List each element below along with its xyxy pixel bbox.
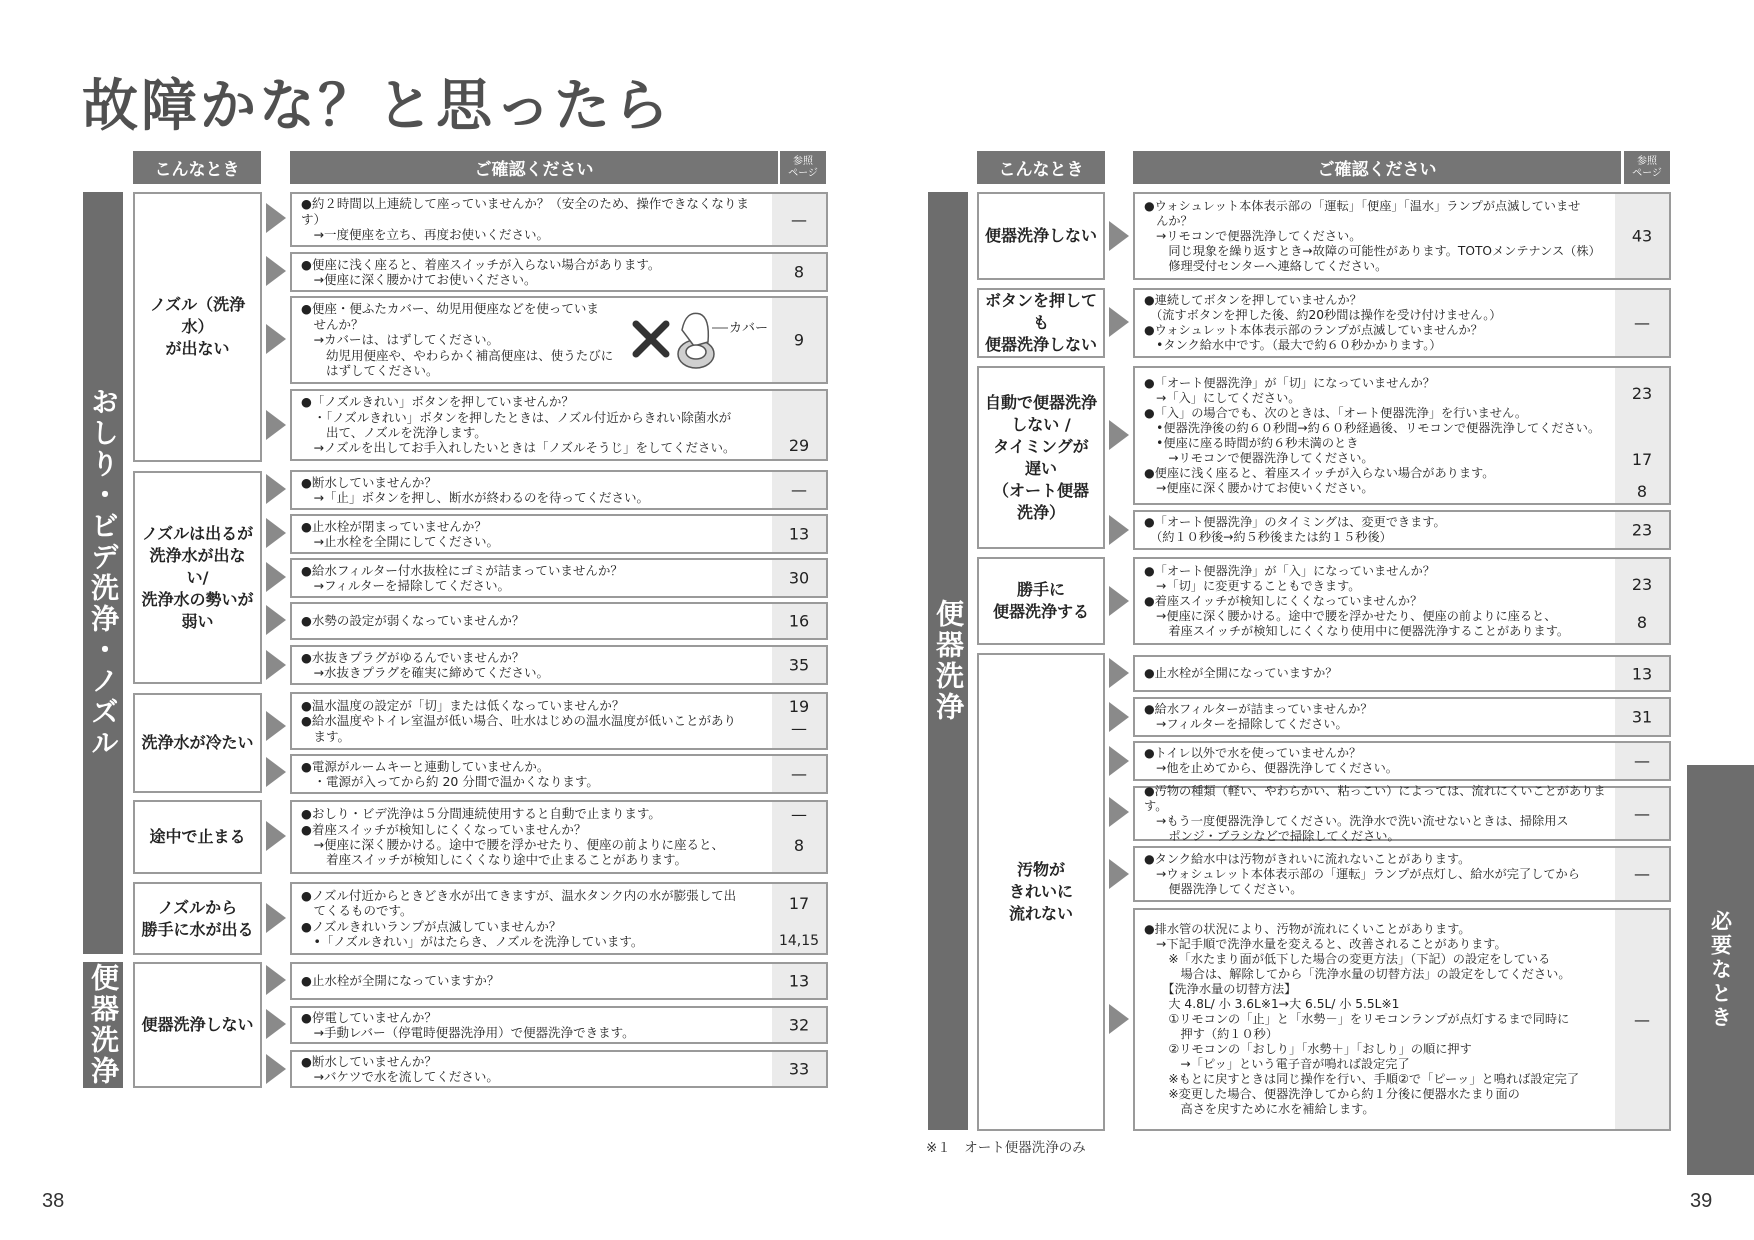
footnote: ※１ オート便器洗浄のみ (926, 1140, 1086, 1156)
ref-page: 31 (1631, 707, 1653, 727)
ref-page: 8 (793, 262, 805, 282)
ref-page-cell (772, 884, 826, 953)
check-text: ●便座・便ふたカバー、幼児用便座などを使っていま せんか？ →カバーは、はずしてください。 幼児用便座や、やわらかく補高便座は、使うたびに はずしてください。 (301, 301, 614, 379)
check-text: ●連続してボタンを押していませんか？ （流すボタンを押した後、約20秒間は操作を受け付けません。） ●ウォシュレット本体表示部のランプが点滅していませんか？ •タンク給水中です。（最大で約６０秒かかります。） (1144, 293, 1502, 352)
check-text: ●止水栓が全開になっていますか？ (301, 973, 500, 989)
ref-page-cell (772, 964, 826, 998)
ref-page-cell (1615, 559, 1669, 643)
arrow-icon (266, 203, 286, 233)
ref-page-cell (772, 254, 826, 290)
ref-page: 19 (788, 697, 810, 716)
ref-page: 35 (788, 655, 810, 675)
check-row (290, 692, 828, 750)
ref-page: 17 (788, 894, 810, 913)
ref-page: 23 (1631, 575, 1653, 594)
check-row (290, 514, 828, 554)
arrow-icon (266, 518, 286, 548)
arrow-icon (1109, 221, 1129, 251)
ref-page: — (1634, 751, 1650, 771)
arrow-icon (266, 324, 286, 354)
check-text: ●温水温度の設定が「切」または低くなっていませんか？ ●給水温度やトイレ室温が低い場合、吐水はじめの温水温度が低いことがあり ます。 (301, 697, 737, 744)
arrow-icon (1109, 702, 1129, 732)
check-row (290, 558, 828, 598)
check-text: ●タンク給水中は汚物がきれいに流れないことがあります。 →ウォシュレット本体表示部の「運転」ランプが点灯し、給水が完了してから 便器洗浄してください。 (1144, 851, 1580, 896)
arrow-icon (1109, 746, 1129, 776)
arrow-icon (266, 605, 286, 635)
arrow-icon (266, 757, 286, 787)
category-benki-senjo-right: 便器洗浄 (928, 192, 968, 1130)
check-text: ●おしり・ビデ洗浄は５分間連続使用すると自動で止まります。 ●着座スイッチが検知しにくくなっていませんか？ →便座に深く腰かける。途中で腰を浮かせたり、便座の前よりに座ると、 着座スイッチが検知しにくくなり途中で止まることがあります。 (301, 806, 724, 868)
ref-page-cell (1615, 512, 1669, 548)
symptom-nozzle-no-water: ノズル（洗浄水） が出ない (133, 192, 262, 462)
symptom-waste-not-cleared: 汚物が きれいに 流れない (977, 653, 1105, 1131)
symptom-flushes-itself: 勝手に 便器洗浄する (977, 557, 1105, 645)
check-text: ●便座に浅く座ると、着座スイッチが入らない場合があります。 →便座に深く腰かけてお使いください。 (301, 256, 661, 287)
ref-page: 13 (1631, 664, 1653, 683)
check-row (290, 252, 828, 292)
check-row (1133, 846, 1671, 902)
side-tab-hitsuyou: 必要なとき (1687, 765, 1754, 1175)
arrow-icon (1109, 515, 1129, 545)
ref-page: 32 (788, 1015, 810, 1035)
check-row (290, 389, 828, 461)
symptom-auto-flush-issue: 自動で便器洗浄 しない / タイミングが 遅い （オート便器 洗浄） (977, 366, 1105, 549)
ref-page: — (1634, 313, 1650, 333)
page-number-right: 39 (1690, 1190, 1713, 1212)
ref-page-cell (1615, 290, 1669, 356)
check-text: ●汚物の種類（軽い、やわらかい、粘っこい）によっては、流れにくいことがあります。 →もう一度便器洗浄してください。洗浄水で洗い流せないときは、掃除用ス ポンジ・ブラシなどで掃除してください。 (1144, 783, 1606, 843)
check-row (1133, 741, 1671, 781)
ref-page-cell (1615, 910, 1669, 1129)
ref-page: 8 (1636, 482, 1648, 501)
arrow-icon (1109, 1004, 1129, 1034)
arrow-icon (266, 410, 286, 440)
check-text: ●電源がルームキーと連動していませんか。 ・電源が入ってから約 20 分間で温かくなります。 (301, 758, 599, 789)
check-row (290, 470, 828, 510)
arrow-icon (266, 965, 286, 995)
cross-icon (636, 324, 666, 354)
check-text: ●水勢の設定が弱くなっていませんか？ (301, 613, 525, 629)
header-ref-right: 参照 ページ (1624, 151, 1670, 184)
ref-page: 13 (788, 971, 810, 991)
check-text: ●断水していませんか？ →バケツで水を流してください。 (301, 1053, 499, 1084)
arrow-icon (266, 650, 286, 680)
check-text: ●「オート便器洗浄」のタイミングは、変更できます。 （約１０秒後→約５秒後または約１５秒後） (1144, 515, 1446, 544)
ref-page: — (791, 805, 807, 824)
check-row (290, 1050, 828, 1088)
arrow-icon (1109, 658, 1129, 688)
ref-page: 30 (788, 568, 810, 588)
check-row (290, 296, 828, 384)
symptom-stops-midway: 途中で止まる (133, 800, 262, 874)
arrow-icon (266, 256, 286, 286)
ref-page: 13 (788, 524, 810, 544)
check-row (1133, 288, 1671, 358)
ref-page-cell (772, 516, 826, 552)
arrow-icon (1109, 859, 1129, 889)
arrow-icon (266, 474, 286, 504)
arrow-icon (1109, 586, 1129, 616)
symptom-weak-water: ノズルは出るが 洗浄水が出ない/ 洗浄水の勢いが 弱い (133, 471, 262, 684)
category-oshiri-bide-nozzle: おしり・ビデ洗浄・ノズル (83, 192, 123, 954)
arrow-icon (266, 1054, 286, 1084)
page-title: 故障かな？と思ったら (82, 74, 672, 139)
check-text: ●断水していませんか？ →「止」ボタンを押し、断水が終わるのを待ってください。 (301, 474, 649, 505)
check-text: ●停電していませんか？ →手動レバー（停電時便器洗浄用）で便器洗浄できます。 (301, 1009, 635, 1040)
ref-page-cell (772, 472, 826, 508)
ref-page-cell (1615, 699, 1669, 735)
header-when-left: こんなとき (133, 151, 261, 184)
check-row (290, 962, 828, 1000)
check-row (290, 602, 828, 640)
check-row (1133, 192, 1671, 280)
ref-page: — (1634, 804, 1650, 823)
header-check-left: ご確認ください (290, 151, 778, 184)
header-check-right: ご確認ください (1133, 151, 1621, 184)
ref-page: — (791, 764, 807, 784)
ref-page-cell (1615, 194, 1669, 278)
check-text: ●止水栓が全開になっていますか？ (1144, 666, 1338, 680)
arrow-icon (266, 711, 286, 741)
check-text: ●「ノズルきれい」ボタンを押していませんか？ ・「ノズルきれい」ボタンを押したときは、ノズル付近からきれい除菌水が 出て、ノズルを洗浄します。 →ノズルを出してお手入れしたいときは「ノズルそうじ」をしてください。 (301, 394, 736, 456)
ref-page-cell (772, 298, 826, 382)
header-ref-left: 参照 ページ (780, 151, 826, 184)
check-text: ●「オート便器洗浄」が「切」になっていませんか？ →「入」にしてください。 ●「入」の場合でも、次のときは、「オート便器洗浄」を行いません。 •便器洗浄後の約６０秒間→約６０秒経過後、リモコンで便器洗浄してください。 •便座に座る時間が約６秒未満のとき →リモコンで便器洗浄してください。 ●便座に浅く座ると、着座スイッチが入らない場合があります。 →便座に深く腰かけてお使いください。 (1144, 375, 1601, 495)
ref-page-cell (772, 604, 826, 638)
ref-page-cell (772, 194, 826, 245)
ref-page-cell (772, 391, 826, 459)
arrow-icon (266, 821, 286, 851)
ref-page-cell (1615, 743, 1669, 779)
ref-page: — (791, 719, 807, 738)
check-text: ●止水栓が閉まっていませんか？ →止水栓を全開にしてください。 (301, 518, 499, 549)
check-text: ●給水フィルター付水抜栓にゴミが詰まっていませんか？ →フィルターを掃除してください。 (301, 562, 623, 593)
arrow-icon (1109, 797, 1129, 827)
ref-page-cell (772, 560, 826, 596)
check-row (1133, 510, 1671, 550)
check-row (1133, 908, 1671, 1131)
check-row (290, 645, 828, 685)
ref-page-cell (1615, 848, 1669, 900)
check-text: ●ノズル付近からときどき水が出てきますが、温水タンク内の水が膨張して出 てくるものです。 ●ノズルきれいランプが点滅していませんか？ •「ノズルきれい」がはたらき、ノズルを洗浄しています。 (301, 887, 737, 949)
ref-page-cell (772, 647, 826, 683)
symptom-button-no-flush: ボタンを押しても 便器洗浄しない (977, 288, 1105, 358)
check-row (290, 754, 828, 794)
check-row (1133, 655, 1671, 692)
check-row (290, 192, 828, 247)
ref-page: — (791, 210, 807, 229)
ref-page: — (1634, 864, 1650, 884)
ref-page-cell (772, 694, 826, 748)
check-row (290, 1006, 828, 1044)
page-number-left: 38 (42, 1190, 65, 1212)
ref-page: 33 (788, 1059, 810, 1079)
cover-label: カバー (729, 321, 769, 336)
ref-page: 14,15 (778, 933, 820, 949)
arrow-icon (266, 1009, 286, 1039)
check-row (1133, 697, 1671, 737)
ref-page: 16 (788, 611, 810, 631)
arrow-icon (1109, 307, 1129, 337)
ref-page: — (791, 480, 807, 500)
arrow-icon (266, 562, 286, 592)
check-row (290, 800, 828, 874)
ref-page: — (1634, 1010, 1650, 1029)
ref-page-cell (1615, 368, 1669, 503)
symptom-cold-water: 洗浄水が冷たい (133, 693, 262, 793)
arrow-icon (266, 903, 286, 933)
toilet-seat-icon (678, 313, 714, 368)
symptom-no-flush: 便器洗浄しない (977, 192, 1105, 280)
check-row (1133, 783, 1671, 843)
ref-page-cell (772, 802, 826, 872)
header-when-right: こんなとき (977, 151, 1105, 184)
check-row (1133, 366, 1671, 505)
arrow-icon (1109, 420, 1129, 450)
check-text: ●「オート便器洗浄」が「入」になっていませんか？ →「切」に変更することもできます。 ●着座スイッチが検知しにくくなっていませんか？ →便座に深く腰かける。途中で腰を浮かせたり、便座の前よりに座ると、 着座スイッチが検知しにくくなり使用中に便器洗浄することがあります。 (1144, 563, 1570, 638)
check-text: ●トイレ以外で水を使っていませんか？ →他を止めてから、便器洗浄してください。 (1144, 746, 1398, 775)
check-text: ●給水フィルターが詰まっていませんか？ →フィルターを掃除してください。 (1144, 702, 1373, 731)
check-text: ●ウォシュレット本体表示部の「運転」「便座」「温水」ランプが点滅していませ んか？ →リモコンで便器洗浄してください。 同じ現象を繰り返すとき→故障の可能性があります。TOTOメンテナンス（株） 修理受付センターへ連絡してください。 (1144, 198, 1601, 273)
ref-page-cell (1615, 788, 1669, 839)
ref-page: 8 (793, 836, 805, 855)
check-text: ●水抜きプラグがゆるんでいませんか？ →水抜きプラグを確実に締めてください。 (301, 649, 549, 680)
ref-page-cell (772, 1008, 826, 1042)
ref-page: 23 (1631, 520, 1653, 540)
ref-page: 9 (793, 330, 805, 350)
check-row (290, 882, 828, 955)
ref-page: 8 (1636, 613, 1648, 632)
ref-page: 17 (1631, 450, 1653, 469)
check-text: ●約２時間以上連続して座っていませんか？（安全のため、操作できなくなります） →一度便座を立ち、再度お使いください。 (301, 196, 749, 243)
ref-page-cell (772, 756, 826, 792)
ref-page-cell (772, 1052, 826, 1086)
ref-page: 29 (788, 436, 810, 455)
category-benki-senjo-left: 便器洗浄 (83, 962, 123, 1088)
ref-page: 43 (1631, 226, 1653, 246)
ref-page-cell (1615, 657, 1669, 690)
check-text: ●排水管の状況により、汚物が流れにくいことがあります。 →下記手順で洗浄水量を変えると、改善されることがあります。 ※「水たまり面が低下した場合の変更方法」（下記）の設定をしている 場合は、解除してから「洗浄水量の切替方法」の設定をしてください。 【洗浄水量の切替方法】 大 4.8L/ 小 3.6L※1→大 6.5L/ 小 5.5L※1 ①リモコンの「止」と「水勢－」をリモコンランプが点灯するまで同時に 押す（約１０秒） ②リモコンの「おしり」「水勢＋」「おしり」の順に押す →「ピッ」という電子音が鳴れば設定完了 ※もとに戻すときは同じ操作を行い、手順②で「ピーッ」と鳴れば設定完了 ※変更した場合、便器洗浄してから約１分後に便器水たまり面の 高さを戻すために水を補給します。 (1144, 922, 1580, 1116)
check-row (1133, 557, 1671, 645)
cover-illustration (632, 302, 772, 382)
symptom-nozzle-drips: ノズルから 勝手に水が出る (133, 882, 262, 955)
ref-page: 23 (1631, 384, 1653, 403)
symptom-no-flush-left: 便器洗浄しない (133, 962, 262, 1088)
